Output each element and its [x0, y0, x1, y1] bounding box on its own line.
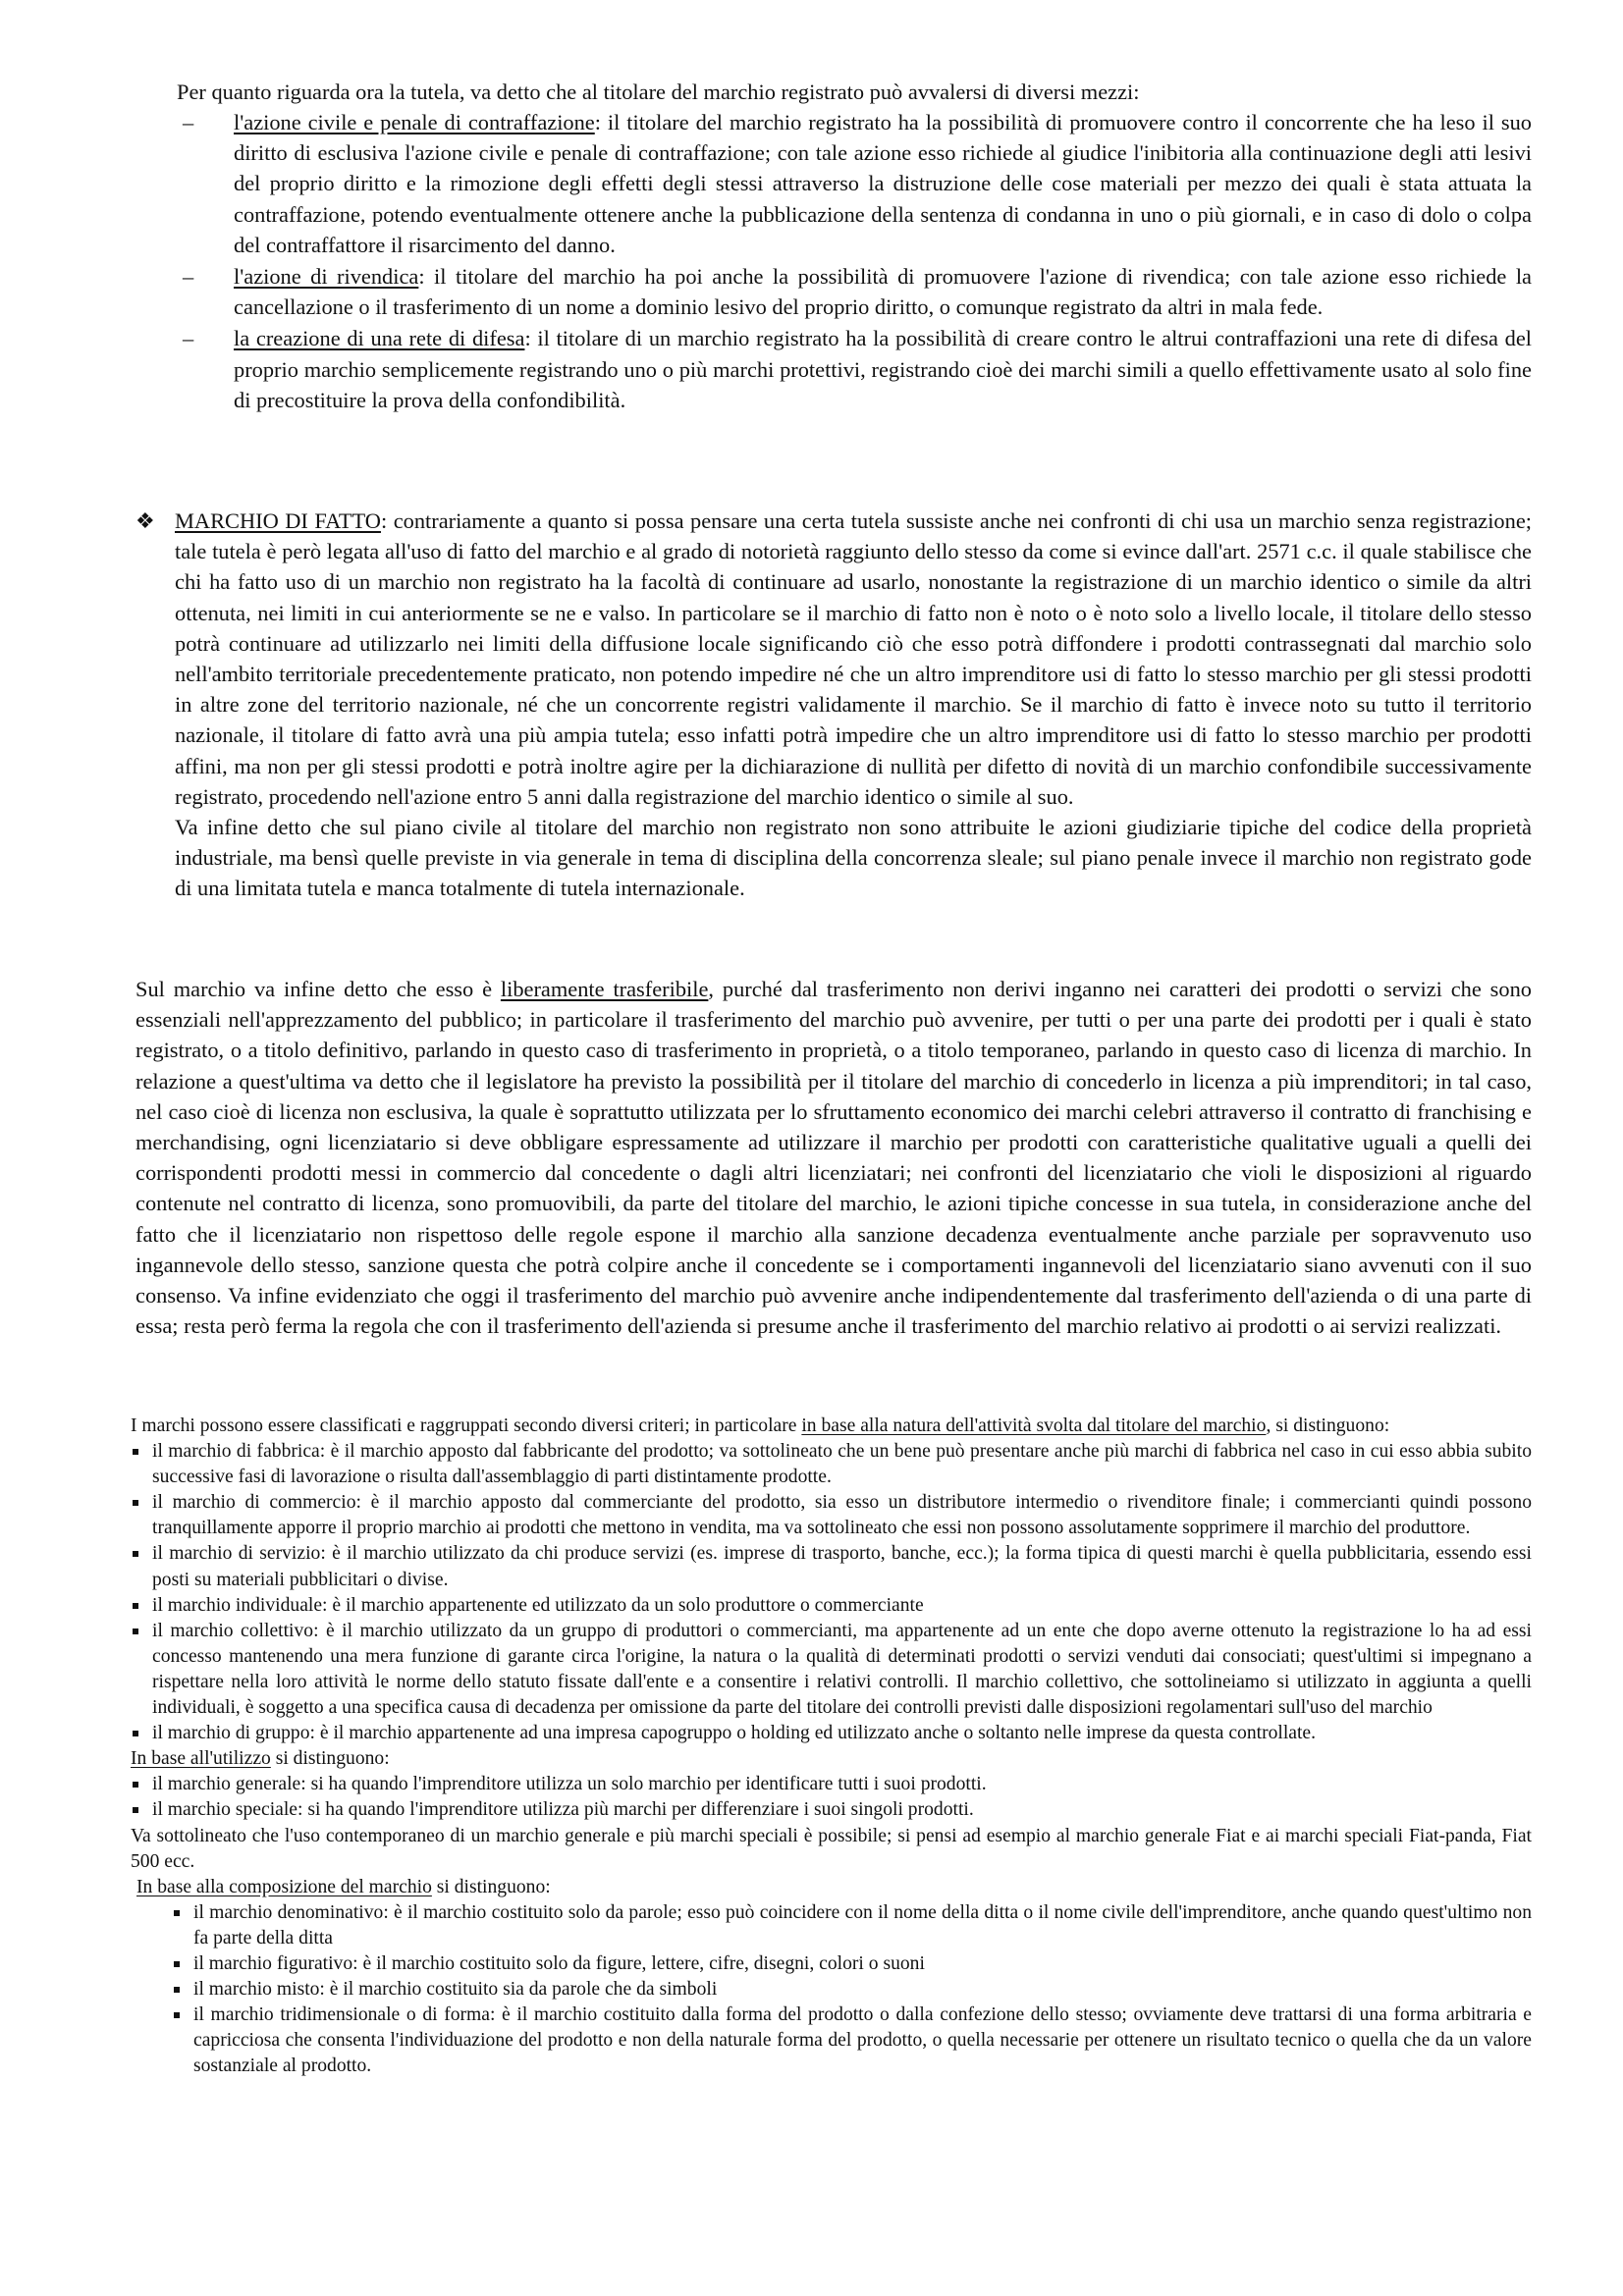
list-item	[131, 1541, 1532, 1592]
section-text: : contrariamente a quanto si possa pensare una certa tutela sussiste anche nei confronti di chi usa un marchio senza registrazione; tale tutela è però legata all'uso di fatto del marchio e al grado di notorietà raggiunto dello stesso da come si evince dall'art. 2571 c.c. il quale stabilisce che chi ha fatto uso di un marchio non registrato ha la facoltà di continuare ad usarlo, nonostante la registrazione di un marchio identico o simile da altri ottenuta, nei limiti in cui anteriormente se ne e valso. In particolare se il marchio di fatto non è noto o è noto solo a livello locale, il titolare dello stesso potrà continuare ad utilizzarlo nei limiti della diffusione locale significando ciò che esso potrà diffondere i prodotti contrassegnati dal marchio solo nell'ambito territoriale precedentemente praticato, non potendo impedire né che un altro imprenditore usi di fatto lo stesso marchio per gli stessi prodotti in altre zone del territorio nazionale, né che un concorrente registri validamente il marchio. Se il marchio di fatto è invece noto su tutto il territorio nazionale, il titolare di fatto avrà una più ampia tutela; esso infatti potrà impedire che un altro imprenditore usi di fatto lo stesso marchio per prodotti affini, ma non per gli stessi prodotti e potrà inoltre agire per la dichiarazione di nullità per difetto di novità di un marchio confondibile successivamente registrato, procedendo nell'azione entro 5 anni dalla registrazione del marchio identico o simile al suo.	[175, 508, 1532, 809]
trasferimento-paragraph	[135, 974, 1532, 1341]
square-bullet-icon	[133, 1449, 138, 1455]
item-term: la creazione di una rete di difesa	[234, 326, 525, 351]
section-term: In base all'utilizzo	[131, 1748, 271, 1770]
item-text: il marchio figurativo: è il marchio costituito solo da figure, lettere, cifre, disegni, colori o suoni	[193, 1952, 925, 1974]
text-fragment: I marchi possono essere classificati e raggruppati secondo diversi criteri; in particolare	[131, 1415, 802, 1436]
trasferimento-section	[135, 974, 1532, 1341]
section-term: liberamente trasferibile	[500, 977, 709, 1001]
square-bullet-icon	[133, 1551, 138, 1557]
section-term: In base alla composizione del marchio	[136, 1876, 432, 1897]
text-fragment: si distinguono:	[270, 1748, 390, 1770]
utilizzo-note: Va sottolineato che l'uso contemporaneo di un marchio generale e più marchi speciali è possibile; si pensi ad esempio al marchio generale Fiat e ai marchi speciali Fiat-panda, Fiat 500 ecc.	[131, 1825, 1532, 1872]
natura-list	[131, 1439, 1532, 1746]
classificazione-section	[131, 1414, 1532, 2079]
item-text: il marchio di fabbrica: è il marchio apposto dal fabbricante del prodotto; va sottolineato che un bene può presentare anche più marchi di fabbrica nel caso in cui esso abbia subito successive fasi di lavorazione o risulta dall'assemblaggio di parti distintamente prodotte.	[152, 1441, 1532, 1488]
composizione-heading	[136, 1875, 1532, 1900]
classificazione-intro	[131, 1414, 1532, 1439]
item-text: il marchio individuale: è il marchio appartenente ed utilizzato da un solo produttore o commerciante	[152, 1594, 924, 1616]
square-bullet-icon	[174, 1961, 180, 1967]
utilizzo-list	[131, 1772, 1532, 1823]
square-bullet-icon	[133, 1500, 138, 1506]
list-item	[172, 1977, 1532, 2002]
square-bullet-icon	[133, 1603, 138, 1609]
item-text: il marchio misto: è il marchio costituito sia da parole che da simboli	[193, 1979, 718, 2001]
square-bullet-icon	[174, 1910, 180, 1916]
text-fragment: , purché dal trasferimento non derivi inganno nei caratteri dei prodotti o servizi che sono essenziali nell'apprezzamento del pubblico; in particolare il trasferimento del marchio può avvenire, per tutti o per una parte dei prodotti per i quali è stato registrato, o a titolo definitivo, parlando in questo caso di trasferimento in proprietà, o a titolo temporaneo, parlando in questo caso di licenza di marchio. In relazione a quest'ultima va detto che il legislatore ha previsto la possibilità per il titolare del marchio di concederlo in licenza a più imprenditori; in tal caso, nel caso cioè di licenza non esclusiva, la quale è soprattutto utilizzata per lo sfruttamento economico dei marchi celebri attraverso il contratto di franchising e merchandising, ogni licenziatario si deve obbligare espressamente ad utilizzare il marchio per prodotti con caratteristiche qualitative uguali a quelli dei corrispondenti prodotti messi in commercio dal concedente o dagli altri licenziatari; nei confronti del licenziatario che violi le disposizioni al riguardo contenute nel contratto di licenza, sono promuovibili, da parte del titolare del marchio, le azioni tipiche concesse in sua tutela, in considerazione anche del fatto che il licenziatario non rispettoso delle regole espone il marchio alla sanzione decadenza eventualmente anche parziale per sopravvenuto uso ingannevole dello stesso, sanzione questa che potrà colpire anche il concedente se i comportamenti ingannevoli del licenziatario siano avvenuti con il suo consenso. Va infine evidenziato che oggi il trasferimento del marchio può avvenire anche indipendentemente dal trasferimento dell'azienda o di una parte di essa; resta però ferma la regola che con il trasferimento dell'azienda si presume anche il trasferimento del marchio relativo ai prodotti o ai servizi realizzati.	[135, 977, 1532, 1339]
marchio-di-fatto-paragraph	[175, 506, 1532, 812]
diamond-bullet-icon: ❖	[135, 508, 155, 533]
item-text: il marchio collettivo: è il marchio utilizzato da un gruppo di produttori o commercianti, ma appartenente ad un ente che dopo averne ottenuto la registrazione lo ha ad essi concesso mantenendo una mera funzione di garante circa l'origine, la natura o la qualità di determinati prodotti o servizi venduti dai consociati; quest'ultimi si impegnano a rispettare nella loro attività le norme dello statuto fissate dall'ente e a consentire i relativi controlli. Il marchio collettivo, che sottolineiamo si utilizzato in aggiunta a quelli individuali, è soggetto a una specifica causa di decadenza per omissione da parte del titolare dei controlli previsti dalle disposizioni regolamentari sull'uso del marchio	[152, 1620, 1532, 1719]
item-text: il marchio di commercio: è il marchio apposto dal commerciante del prodotto, sia esso un distributore intermedio o rivenditore finale; i commercianti quindi possono tranquillamente apporre il proprio marchio ai prodotti che mettono in vendita, ma va sottolineato che essi non possono assolutamente sopprimere il marchio del produttore.	[152, 1492, 1532, 1539]
square-bullet-icon	[174, 1987, 180, 1993]
item-text: il marchio di gruppo: è il marchio appartenente ad una impresa capogruppo o holding ed utilizzato anche o soltanto nelle imprese da questa controllate.	[152, 1723, 1317, 1744]
list-item	[131, 1593, 1532, 1619]
tutela-list	[183, 107, 1532, 415]
list-item	[131, 1772, 1532, 1797]
utilizzo-heading	[131, 1746, 1532, 1772]
square-bullet-icon	[133, 1782, 138, 1788]
item-text: il marchio tridimensionale o di forma: è il marchio costituito dalla forma del prodotto o dalla confezione dello stesso; ovviamente deve trattarsi di una forma arbitraria e capricciosa che consenta l'individuazione del prodotto e non della naturale forma del prodotto, o quella necessarie per ottenere un risultato tecnico o quella che da un valore sostanziale al prodotto.	[193, 2004, 1532, 2077]
item-text: : il titolare di un marchio registrato ha la possibilità di creare contro le altrui contraffazioni una rete di difesa del proprio marchio semplicemente registrando uno o più marchi protettivi, registrando cioè dei marchi simili a quello effettivamente usato al solo fine di precostituire la prova della confondibilità.	[234, 326, 1532, 412]
list-item	[172, 1900, 1532, 1951]
list-item	[183, 261, 1532, 322]
list-item	[131, 1619, 1532, 1721]
list-item	[131, 1490, 1532, 1541]
item-term: l'azione di rivendica	[234, 264, 419, 290]
square-bullet-icon	[133, 1629, 138, 1634]
item-text: il marchio denominativo: è il marchio costituito solo da parole; esso può coincidere con il nome della ditta o il nome civile dell'imprenditore, anche quando quest'ultimo non fa parte della ditta	[193, 1901, 1532, 1949]
list-item	[172, 1951, 1532, 1977]
item-text: : il titolare del marchio registrato ha la possibilità di promuovere contro il concorrente che ha leso il suo diritto di esclusiva l'azione civile e penale di contraffazione; con tale azione esso richiede al giudice l'inibitoria alla continuazione degli atti lesivi del proprio diritto e la rimozione degli effetti degli stessi attraverso la distruzione delle cose materiali per mezzo dei quali è stata attuata la contraffazione, potendo eventualmente ottenere anche la pubblicazione della sentenza di condanna in uno o più giornali, e in caso di dolo o colpa del contraffattore il risarcimento del danno.	[234, 110, 1532, 257]
dash-bullet-icon: –	[183, 110, 194, 134]
item-term: l'azione civile e penale di contraffazione	[234, 110, 595, 134]
text-fragment: Sul marchio va infine detto che esso è	[135, 977, 501, 1001]
square-bullet-icon	[133, 1807, 138, 1813]
section-term: in base alla natura dell'attività svolta dal titolare del marchio	[801, 1415, 1267, 1436]
item-text: il marchio generale: si ha quando l'imprenditore utilizza un solo marchio per identificare tutti i suoi prodotti.	[152, 1774, 987, 1795]
square-bullet-icon	[174, 2012, 180, 2018]
section-term: MARCHIO DI FATTO	[175, 508, 381, 533]
list-item	[131, 1797, 1532, 1823]
tutela-intro: Per quanto riguarda ora la tutela, va detto che al titolare del marchio registrato può avvalersi di diversi mezzi:	[177, 80, 1140, 104]
text-fragment: , si distinguono:	[1266, 1415, 1390, 1436]
item-text: il marchio di servizio: è il marchio utilizzato da chi produce servizi (es. imprese di trasporto, banche, ecc.); la forma tipica di questi marchi è quella pubblicitaria, essendo essi posti su materiali pubblicitari o divise.	[152, 1543, 1532, 1590]
text-fragment: si distinguono:	[431, 1876, 551, 1897]
item-text: : il titolare del marchio ha poi anche la possibilità di promuovere l'azione di rivendica; con tale azione esso richiede la cancellazione o il trasferimento di un nome a dominio lesivo del proprio diritto, o comunque registrato da altri in mala fede.	[234, 264, 1532, 320]
list-item	[131, 1439, 1532, 1490]
square-bullet-icon	[133, 1731, 138, 1736]
item-text: il marchio speciale: si ha quando l'imprenditore utilizza più marchi per differenziare i suoi singoli prodotti.	[152, 1799, 974, 1821]
marchio-di-fatto-paragraph-2: Va infine detto che sul piano civile al titolare del marchio non registrato non sono attribuite le azioni giudiziarie tipiche del codice della proprietà industriale, ma bensì quelle previste in via generale in tema di disciplina della concorrenza sleale; sul piano penale invece il marchio non registrato gode di una limitata tutela e manca totalmente di tutela internazionale.	[175, 815, 1532, 901]
list-item	[131, 1721, 1532, 1746]
composizione-list	[172, 1900, 1532, 2080]
list-item	[172, 2002, 1532, 2079]
dash-bullet-icon: –	[183, 326, 194, 351]
marchio-di-fatto-section	[135, 506, 1532, 904]
list-item	[183, 323, 1532, 415]
dash-bullet-icon: –	[183, 264, 194, 290]
list-item	[183, 107, 1532, 260]
